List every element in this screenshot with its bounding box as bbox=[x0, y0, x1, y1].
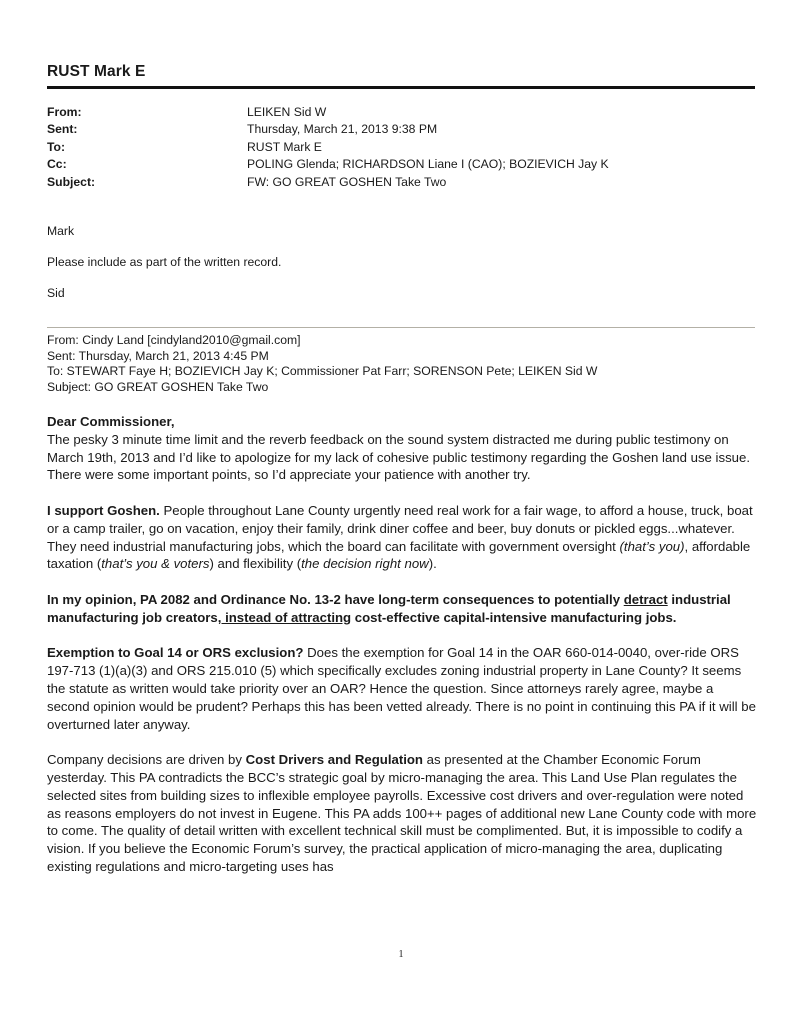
paragraph-apology: The pesky 3 minute time limit and the reverb feedback on the sound system distracted me during public testimony on March 19th, 2013 and I’d like to apologize for my lack of cohesive public testimony regarding the Goshen land use issue. There were some important points, so I’d appreciate your patience with another try. bbox=[47, 431, 751, 483]
forwarded-from bbox=[47, 333, 755, 349]
forwarded-from-value: Cindy Land [cindyland2010@gmail.com] bbox=[78, 333, 301, 347]
opinion-text-c: cost-effective capital-intensive manufacturing jobs. bbox=[351, 609, 677, 625]
opinion-underline-detract: detract bbox=[623, 591, 668, 607]
message-greeting: Mark bbox=[47, 224, 75, 238]
forwarded-to-label: To: bbox=[47, 364, 64, 378]
title-divider bbox=[47, 86, 755, 89]
header-row-from bbox=[47, 104, 755, 121]
letter-salutation: Dear Commissioner, bbox=[47, 414, 175, 429]
header-label: Cc: bbox=[47, 157, 67, 172]
header-value: LEIKEN Sid W bbox=[247, 105, 327, 119]
support-heading: I support Goshen. bbox=[47, 502, 160, 518]
header-label: To: bbox=[47, 139, 66, 154]
cost-text-b: as presented at the Chamber Economic Forum yesterday. This PA contradicts the BCC’s strategic goal by micro-managing the area. This Land Use Plan regulates the selected sites from building sizes to inflexible employee payrolls. Excessive cost drivers and over-regulation were noted as reasons employers do not invest in Eugene. This PA adds 100++ pages of additional new Lane County code with more to come. The quality of detail written with excellent technical skill must be complimented. But, it is impossible to codify a vision. If you believe the Economic Forum’s survey, the practical application of micro-managing the area, duplicating existing regulations and micro-targeting uses has bbox=[47, 752, 757, 874]
forwarded-sent bbox=[47, 349, 755, 365]
forwarded-from-label: From: bbox=[47, 333, 79, 347]
header-label: Subject: bbox=[47, 174, 96, 189]
message-line: Please include as part of the written record. bbox=[47, 255, 282, 269]
header-row-cc bbox=[47, 156, 755, 173]
paragraph-opinion bbox=[47, 591, 759, 627]
header-value: Thursday, March 21, 2013 9:38 PM bbox=[247, 122, 438, 137]
support-text-a: People throughout Lane County urgently need real work for a fair wage, to afford a house, truck, boat or a camp trailer, go on vacation, enjoy their family, drink diner coffee and beer, buy donuts or pickled eggs...whatever. They need industrial manufacturing jobs, which the board can facilitate with government oversight bbox=[47, 502, 753, 554]
opinion-underline-attracting: , instead of attracting bbox=[217, 609, 352, 625]
forward-divider bbox=[47, 327, 755, 328]
support-text-c: ) and flexibility ( bbox=[209, 556, 302, 572]
forwarded-to bbox=[47, 364, 755, 380]
opinion-text-a: In my opinion, PA 2082 and Ordinance No. 13-2 have long-term consequences to potentially bbox=[47, 591, 624, 607]
cost-text-a: Company decisions are driven by bbox=[47, 752, 246, 768]
forwarded-subject-label: Subject: bbox=[47, 379, 92, 394]
header-value: RUST Mark E bbox=[247, 139, 322, 154]
support-text-b: , affordable taxation ( bbox=[47, 538, 751, 572]
header-value: FW: GO GREAT GOSHEN Take Two bbox=[247, 174, 447, 189]
exemption-text: Does the exemption for Goal 14 in the OAR 660-014-0040, over-ride ORS 197-713 (1)(a)(3) and ORS 215.010 (5) which specifically excludes zoning industrial property in Lane County? It seems the statute as written would take priority over an OAR? Hence the question. Since attorneys rarely agree, maybe a second opinion would be prudent? Perhaps this has been vetted already. There is no point in continuing this PA if it will be overturned later anyway. bbox=[47, 645, 756, 732]
forwarded-subject-value: GO GREAT GOSHEN Take Two bbox=[91, 379, 269, 394]
header-value: POLING Glenda; RICHARDSON Liane I (CAO); BOZIEVICH Jay K bbox=[247, 157, 609, 172]
header-row-to bbox=[47, 139, 755, 156]
forwarded-sent-value: Thursday, March 21, 2013 4:45 PM bbox=[75, 348, 269, 363]
message-signoff: Sid bbox=[47, 286, 65, 300]
paragraph-exemption bbox=[47, 644, 759, 733]
cost-drivers-bold: Cost Drivers and Regulation bbox=[245, 752, 423, 768]
email-header bbox=[47, 104, 755, 191]
page-number: 1 bbox=[398, 949, 404, 960]
message-body bbox=[47, 223, 281, 316]
header-label: From: bbox=[47, 105, 82, 119]
forwarded-subject bbox=[47, 380, 755, 396]
letter-body bbox=[47, 413, 759, 894]
support-text-d: ). bbox=[428, 556, 437, 572]
support-italic-2: that’s you & voters bbox=[101, 556, 210, 572]
opinion-text-b: industrial manufacturing job creators bbox=[47, 591, 731, 625]
document-title: RUST Mark E bbox=[47, 63, 146, 80]
exemption-heading: Exemption to Goal 14 or ORS exclusion? bbox=[47, 645, 304, 661]
support-italic-1: (that’s you) bbox=[619, 538, 685, 554]
forwarded-to-value: STEWART Faye H; BOZIEVICH Jay K; Commissioner Pat Farr; SORENSON Pete; LEIKEN Sid W bbox=[63, 364, 598, 378]
support-italic-3: the decision right now bbox=[301, 556, 429, 572]
paragraph-support bbox=[47, 502, 759, 573]
forwarded-sent-label: Sent: bbox=[47, 348, 76, 363]
header-row-sent bbox=[47, 121, 755, 138]
paragraph-cost-drivers bbox=[47, 751, 759, 876]
header-row-subject bbox=[47, 174, 755, 191]
header-label: Sent: bbox=[47, 122, 78, 137]
forwarded-header bbox=[47, 333, 755, 395]
